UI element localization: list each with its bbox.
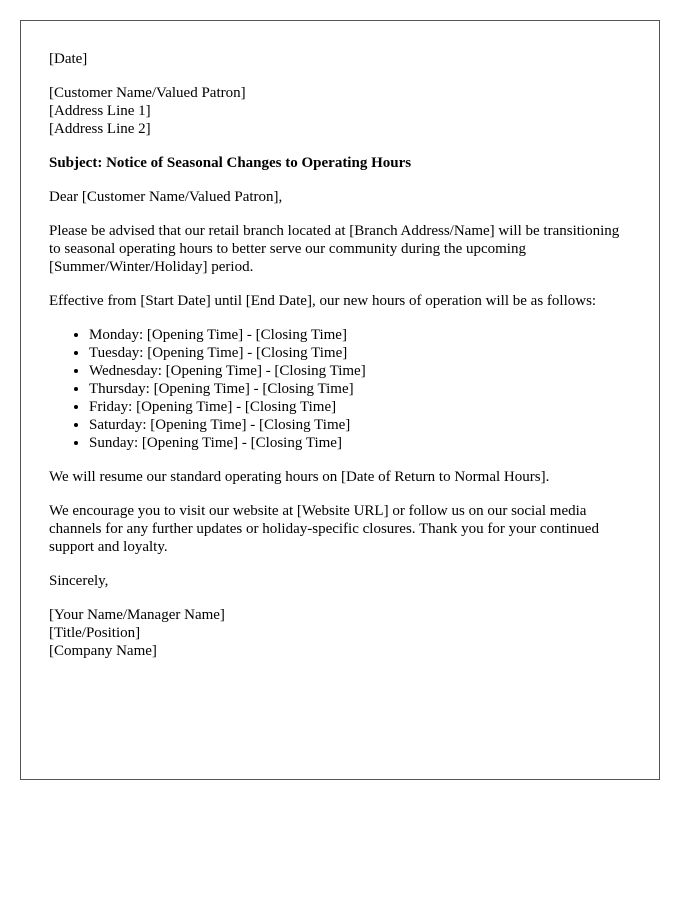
signature-company: [Company Name] (49, 643, 157, 659)
hours-item-tuesday: • Tuesday: [Opening Time] - [Closing Time] (89, 344, 631, 362)
paragraph-effective-dates: Effective from [Start Date] until [End Date], our new hours of operation will be as follows: (49, 293, 597, 309)
recipient-address-line-2: [Address Line 2] (49, 121, 151, 137)
recipient-address-line-1: [Address Line 1] (49, 103, 151, 119)
hours-item-sunday: • Sunday: [Opening Time] - [Closing Time] (89, 434, 631, 452)
paragraph-seasonal-transition: Please be advised that our retail branch located at [Branch Address/Name] will be transitioning to seasonal operating hours to better serve our community during the upcoming [Summer/Winter/Holiday] period. (49, 223, 620, 275)
paragraph-website-updates: We encourage you to visit our website at [Website URL] or follow us on our social media channels for any further updates or holiday-specific closures. Thank you for your continued support and loyalty. (49, 503, 599, 555)
operating-hours-list (49, 326, 631, 452)
letter-date: [Date] (49, 51, 88, 67)
signature-block (49, 606, 631, 660)
recipient-address-block (49, 84, 631, 138)
hours-item-friday: • Friday: [Opening Time] - [Closing Time] (89, 398, 631, 416)
paragraph-resume-hours: We will resume our standard operating hours on [Date of Return to Normal Hours]. (49, 469, 550, 485)
letter-salutation: Dear [Customer Name/Valued Patron], (49, 189, 283, 205)
letter-subject: Subject: Notice of Seasonal Changes to Operating Hours (49, 155, 412, 171)
signature-title: [Title/Position] (49, 625, 141, 641)
signature-name: [Your Name/Manager Name] (49, 607, 225, 623)
hours-item-wednesday: • Wednesday: [Opening Time] - [Closing Time] (89, 362, 631, 380)
hours-item-thursday: • Thursday: [Opening Time] - [Closing Time] (89, 380, 631, 398)
hours-item-monday: • Monday: [Opening Time] - [Closing Time] (89, 326, 631, 344)
letter-page (20, 20, 660, 780)
hours-item-saturday: • Saturday: [Opening Time] - [Closing Time] (89, 416, 631, 434)
recipient-name: [Customer Name/Valued Patron] (49, 85, 246, 101)
letter-closing: Sincerely, (49, 573, 109, 589)
